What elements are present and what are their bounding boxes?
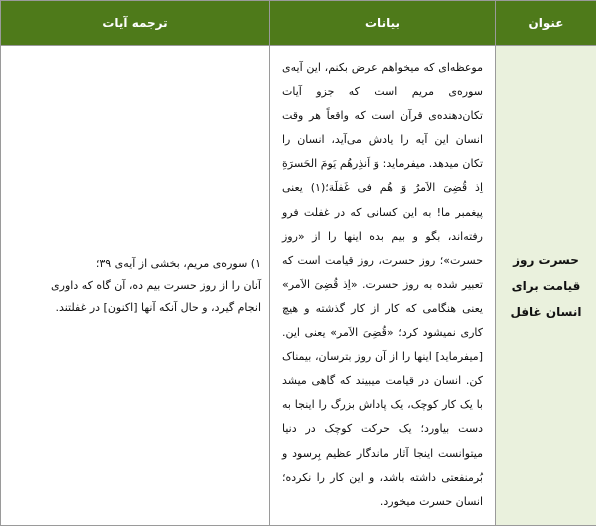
translation-line: انجام گیرد، و حال آنکه آنها [اکنون] در غفلتند. <box>55 300 261 314</box>
header-row <box>1 1 596 46</box>
header-translation: ترجمه آیات <box>1 1 270 46</box>
row-title-cell <box>496 46 596 526</box>
row-text-cell <box>270 46 496 526</box>
header-title: عنوان <box>496 1 596 46</box>
row-translation-cell <box>1 46 270 526</box>
speech-text: موعظه‌ای که میخواهم عرض بکنم، این آیه‌ی سوره‌ی مریم است که جزو آیات تکان‌دهنده‌ی قرآن است که واقعاً هر وقت انسان این آیه را یادش می‌آید، انسان را تکان میدهد. میفرماید: وَ اَنذِرهُم یَومَ الحَسرَةِ اِذ قُضِیَ الاَمرُ وَ هُم فی غَفلَة؛(۱) یعنی پیغمبر ما! به این کسانی که در غفلت فرو رفته‌اند، بگو و بیم بده اینها را از «روز حسرت»؛ روز حسرت، روز قیامت است که تعبیر شده به روز حسرت. «اِذ قُضِیَ الاَمر» یعنی هنگامی که کار از کار گذشته و هیچ کاری نمیشود کرد؛ «قُضِیَ الاَمر» یعنی این. [میفرماید] اینها را از آن روز بترسان، بیمناک کن. انسان در قیامت میبیند که گاهی میشد با یک کار کوچک، یک پاداش بزرگ را اینجا به دست بیاورد؛ یک حرکت کوچک در دنیا میتوانست اینجا آثار ماندگار عظیم بِرسود و بُرمنفعتی داشته باشد، و این کار را نکرده؛ انسان حسرت میخورد. <box>282 61 483 508</box>
header-text: بیانات <box>270 1 496 46</box>
table-row <box>1 46 596 526</box>
row-title: حسرت روز قیامت برای انسان غافل <box>510 252 582 319</box>
translation-line: آنان را از روز حسرت بیم ده، آن گاه که داوری <box>51 278 261 292</box>
footnote-reference: ۱) سوره‌ی مریم، بخشی از آیه‌ی ۳۹؛ <box>95 256 261 270</box>
